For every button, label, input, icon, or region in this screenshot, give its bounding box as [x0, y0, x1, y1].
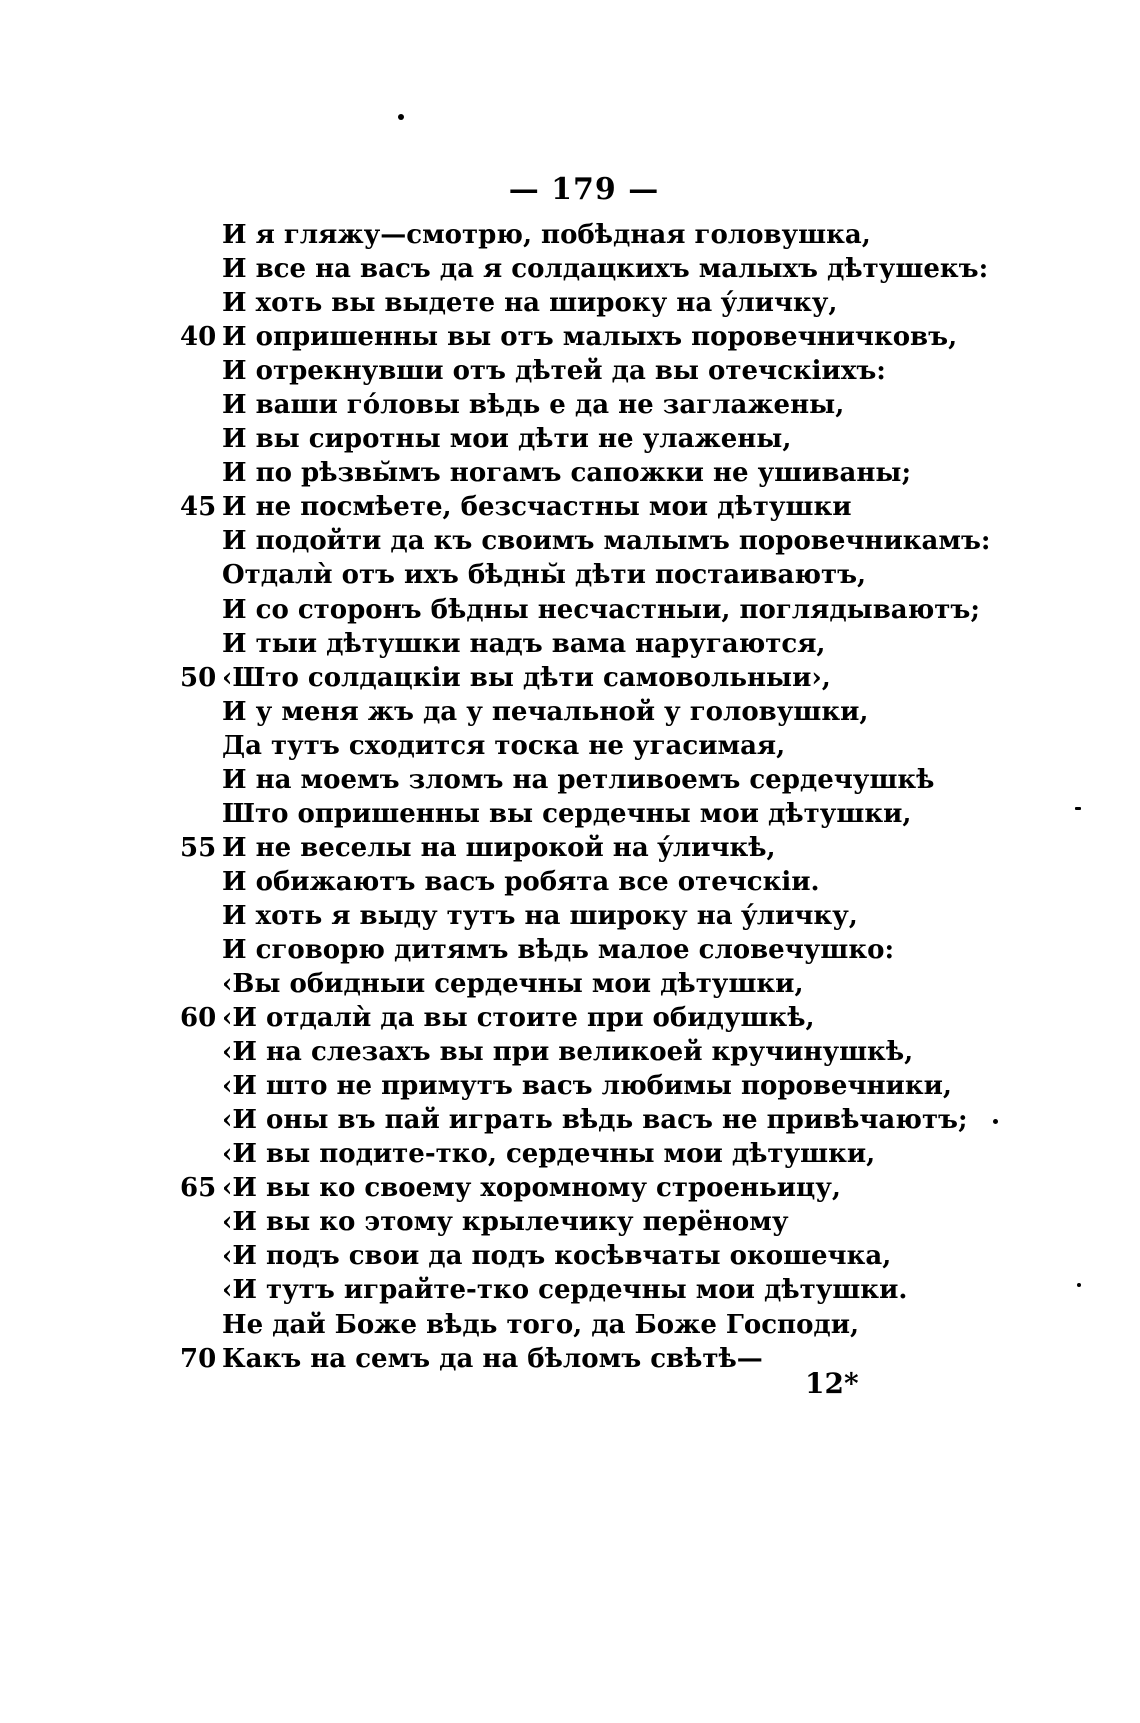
line-text: ‹Што солдацкіи вы дѣти самовольныи›, — [222, 662, 831, 693]
line-text: Да тутъ сходится тоска не угасимая, — [222, 730, 786, 761]
verse-line — [180, 1103, 1080, 1137]
line-text: ‹И вы подите-тко, сердечны мои дѣтушки, — [222, 1139, 876, 1170]
verse-line — [180, 456, 1080, 490]
line-text: ‹И подъ свои да подъ косѣвчаты окошечка, — [222, 1241, 892, 1272]
line-text: И вы сиротны мои дѣти не улажены, — [222, 424, 792, 455]
line-number: 70 — [180, 1343, 217, 1374]
line-text: Што опришенны вы сердечны мои дѣтушки, — [222, 798, 912, 829]
line-text: И на моемъ зломъ на ретливоемъ сердечушкѣ — [222, 764, 935, 795]
line-text: И хоть вы выдете на широку на ýличку, — [222, 288, 838, 319]
verse-line — [180, 490, 1080, 524]
verse-line — [180, 899, 1080, 933]
page-number — [0, 172, 1140, 207]
line-text: И не посмѣете, безсчастны мои дѣтушки — [222, 492, 852, 523]
verse-line — [180, 797, 1080, 831]
verse-line — [180, 865, 1080, 899]
line-number: 50 — [180, 662, 217, 693]
line-text: ‹И оны въ пай играть вѣдь васъ не привѣчаютъ; — [222, 1105, 968, 1136]
verse-line — [180, 729, 1080, 763]
verse-line — [180, 252, 1080, 286]
line-text: И обижаютъ васъ робята все отечскіи. — [222, 866, 820, 897]
line-text: ‹И вы ко этому крылечику перёному — [222, 1207, 789, 1238]
verse-line — [180, 1137, 1080, 1171]
line-text: Не дай Боже вѣдь того, да Боже Господи, — [222, 1309, 860, 1340]
verse-line — [180, 388, 1080, 422]
line-text: ‹Вы обидныи сердечны мои дѣтушки, — [222, 969, 804, 1000]
verse-line — [180, 286, 1080, 320]
line-text: ‹И на слезахъ вы при великоей кручинушкѣ, — [222, 1037, 914, 1068]
line-text: И хоть я выду тутъ на широку на ýличку, — [222, 900, 858, 931]
line-number: 60 — [180, 1003, 217, 1034]
verse-line — [180, 422, 1080, 456]
print-speck — [398, 114, 404, 120]
verse-line — [180, 1308, 1080, 1342]
line-text: ‹И вы ко своему хоромному строеньицу, — [222, 1173, 841, 1204]
page-number-text: — 179 — — [508, 172, 660, 207]
line-text: И отрекнувши отъ дѣтей да вы отечскіихъ: — [222, 356, 886, 387]
verse-line — [180, 1239, 1080, 1273]
line-text: И подойти да къ своимъ малымъ поровечникамъ: — [222, 526, 991, 557]
verse-line — [180, 524, 1080, 558]
line-text: И все на васъ да я солдацкихъ малыхъ дѣтушекъ: — [222, 254, 989, 285]
verse-line — [180, 1342, 1080, 1376]
line-text: И я гляжу—смотрю, побѣдная головушка, — [222, 220, 871, 250]
verse-line — [180, 1273, 1080, 1307]
verse-line — [180, 967, 1080, 1001]
verse-line — [180, 763, 1080, 797]
line-text: Какъ на семъ да на бѣломъ свѣтѣ— — [222, 1343, 763, 1374]
verse-line — [180, 933, 1080, 967]
line-text: ‹И што не примутъ васъ любимы поровечники, — [222, 1071, 952, 1102]
verse-line — [180, 218, 1080, 252]
verse-line — [180, 695, 1080, 729]
verse-line — [180, 320, 1080, 354]
line-text: ‹И тутъ играйте-тко сердечны мои дѣтушки. — [222, 1275, 908, 1306]
verse-line — [180, 627, 1080, 661]
verse-line — [180, 558, 1080, 592]
line-number: 65 — [180, 1173, 217, 1204]
verse-line — [180, 1171, 1080, 1205]
line-text: И со сторонъ бѣдны несчастныи, поглядываютъ; — [222, 594, 980, 625]
poem-text — [180, 218, 1080, 1376]
line-text: ‹И отдалѝ да вы стоите при обидушкѣ, — [222, 1003, 815, 1034]
line-text: И сговорю дитямъ вѣдь малое словечушко: — [222, 934, 895, 965]
verse-line — [180, 1205, 1080, 1239]
verse-line — [180, 1001, 1080, 1035]
verse-line — [180, 1035, 1080, 1069]
signature-mark: 12* — [805, 1367, 859, 1400]
verse-line — [180, 354, 1080, 388]
line-number: 40 — [180, 322, 217, 353]
line-text: И опришенны вы отъ малыхъ поровечничковъ, — [222, 322, 958, 353]
line-text: И по рѣзвы̆мъ ногамъ сапожки не ушиваны; — [222, 458, 912, 489]
line-text: И не веселы на широкой на ýличкѣ, — [222, 832, 776, 863]
verse-line — [180, 593, 1080, 627]
line-text: И у меня жъ да у печальной у головушки, — [222, 696, 869, 727]
verse-line — [180, 831, 1080, 865]
verse-line — [180, 661, 1080, 695]
line-number: 45 — [180, 492, 217, 523]
line-text: И тыи дѣтушки надъ вама наругаются, — [222, 628, 826, 659]
verse-line — [180, 1069, 1080, 1103]
line-number: 55 — [180, 832, 217, 863]
line-text: Отдалѝ отъ ихъ бѣдны̆ дѣти постаиваютъ, — [222, 560, 867, 591]
line-text: И ваши гóловы вѣдь е да не заглажены, — [222, 390, 845, 421]
